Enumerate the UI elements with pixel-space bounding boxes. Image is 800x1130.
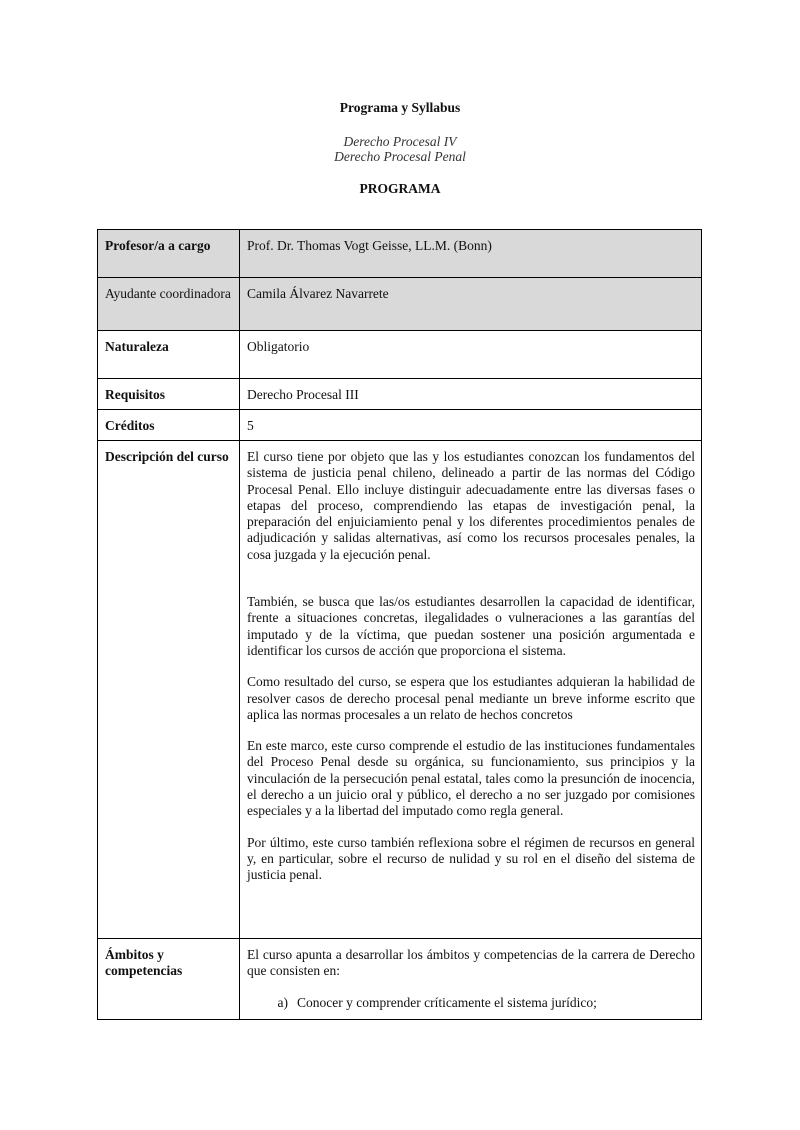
label-ambitos: Ámbitos y competencias	[98, 939, 240, 1020]
label-naturaleza: Naturaleza	[98, 331, 240, 379]
table-row-naturaleza	[98, 331, 702, 379]
value-ambitos	[240, 939, 702, 1020]
subject-line-2: Derecho Procesal Penal	[334, 149, 466, 164]
descripcion-paragraph-4: En este marco, este curso comprende el estudio de las instituciones fundamentales del Proceso Penal desde su orgánica, su funcionamiento, sus principios y la vinculación de la persecución penal estatal, tales como la presunción de inocencia, el derecho a un juicio oral y público, el derecho a no ser juzgado por comisiones especiales y a la libertad del imputado como regla general.	[247, 738, 695, 819]
list-item-text: Conocer y comprender críticamente el sistema jurídico;	[297, 994, 597, 1010]
descripcion-paragraph-3: Como resultado del curso, se espera que los estudiantes adquieran la habilidad de resolver casos de derecho procesal penal mediante un breve informe escrito que aplica las normas procesales a un relato de hechos concretos	[247, 674, 695, 722]
subject-line-1: Derecho Procesal IV	[343, 134, 457, 149]
descripcion-paragraph-1: El curso tiene por objeto que las y los estudiantes conozcan los fundamentos del sistema de justicia penal chileno, delineado a partir de las normas del Código Procesal Penal. Ello incluye distinguir adecuadamente entre las diversas fases o etapas del proceso, comprendiendo las etapas de investigación penal, la preparación del enjuiciamiento penal y los diferentes procedimientos penales de adjudicación y salidas alternativas, así como los recursos procesales penales, la cosa juzgada y la ejecución penal.	[247, 449, 695, 562]
table-row-ambitos	[98, 939, 702, 1020]
value-requisitos: Derecho Procesal III	[240, 379, 702, 410]
label-ayudante: Ayudante coordinadora	[98, 278, 240, 331]
section-title: PROGRAMA	[359, 181, 441, 196]
table-row-profesor	[98, 230, 702, 278]
list-item	[247, 995, 695, 1011]
ambitos-intro: El curso apunta a desarrollar los ámbitos y competencias de la carrera de Derecho que consisten en:	[247, 947, 695, 979]
value-naturaleza: Obligatorio	[240, 331, 702, 379]
table-row-requisitos	[98, 379, 702, 410]
value-ayudante: Camila Álvarez Navarrete	[240, 278, 702, 331]
descripcion-paragraph-2: También, se busca que las/os estudiantes desarrollen la capacidad de identificar, frente a situaciones concretas, ilegalidades o vulneraciones a las garantías del imputado y de la víctima, que puedan sostener una posición argumentada e identificar los cursos de acción que proporciona el sistema.	[247, 594, 695, 658]
list-marker: a)	[277, 994, 288, 1010]
table-row-descripcion	[98, 441, 702, 939]
label-requisitos: Requisitos	[98, 379, 240, 410]
label-creditos: Créditos	[98, 410, 240, 441]
label-profesor: Profesor/a a cargo	[98, 230, 240, 278]
label-descripcion: Descripción del curso	[98, 441, 240, 939]
value-descripcion	[240, 441, 702, 939]
course-info-table	[97, 229, 702, 1020]
value-creditos: 5	[240, 410, 702, 441]
value-profesor: Prof. Dr. Thomas Vogt Geisse, LL.M. (Bonn)	[240, 230, 702, 278]
document-title: Programa y Syllabus	[339, 100, 461, 115]
descripcion-paragraph-5: Por último, este curso también reflexiona sobre el régimen de recursos en general y, en particular, sobre el recurso de nulidad y su rol en el diseño del sistema de justicia penal.	[247, 834, 695, 883]
table-row-ayudante	[98, 278, 702, 331]
table-row-creditos	[98, 410, 702, 441]
